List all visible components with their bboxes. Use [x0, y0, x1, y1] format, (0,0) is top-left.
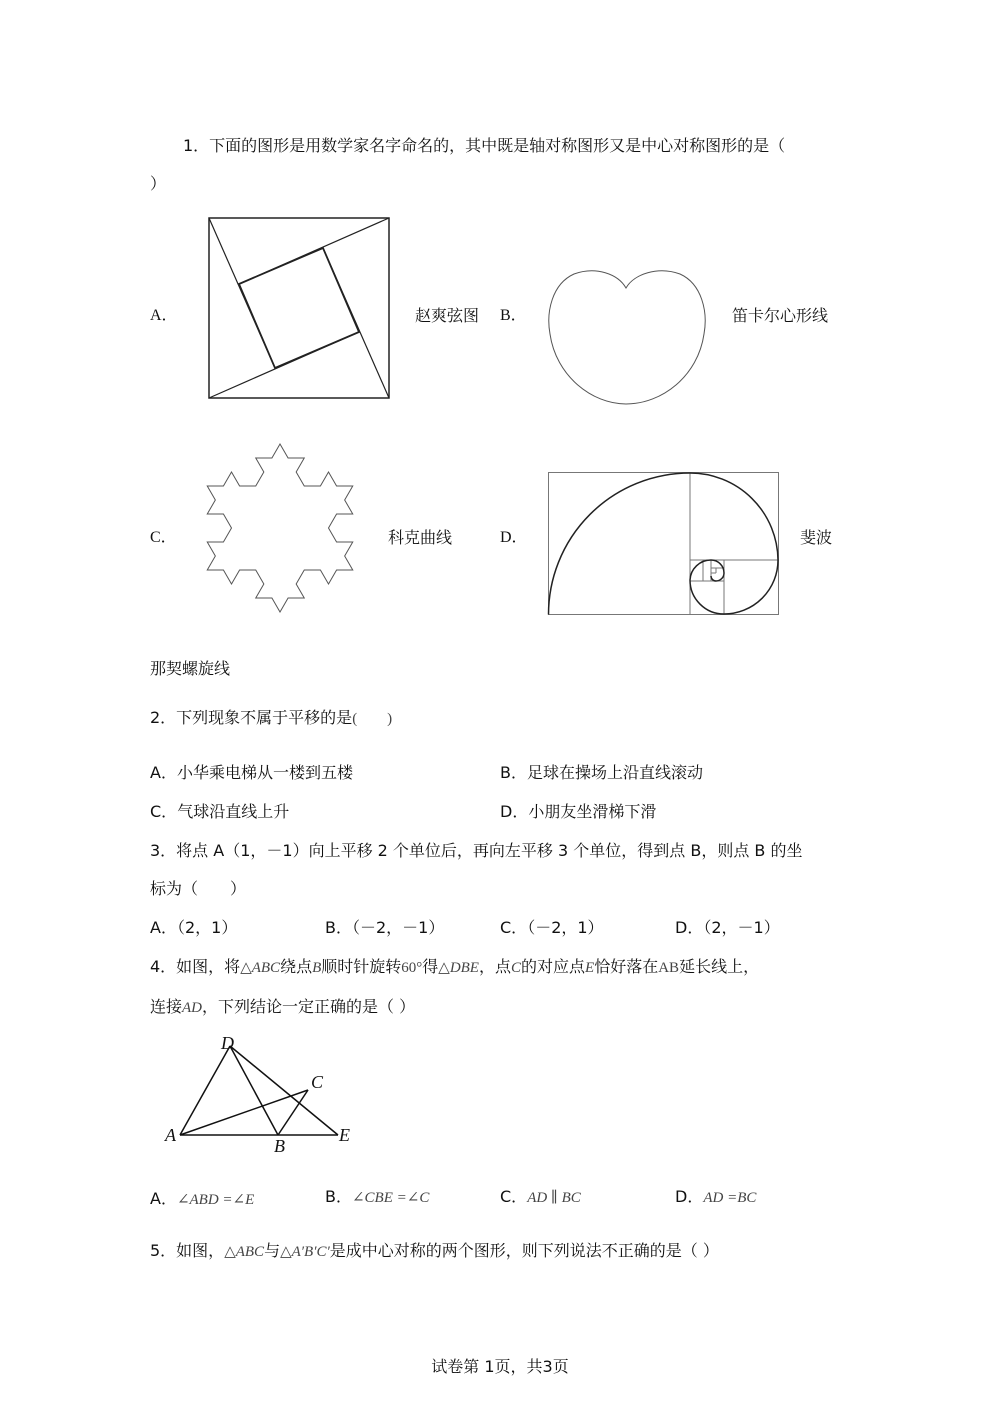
- q4-option-d-letter: D．: [675, 1187, 704, 1206]
- q4-text-6: 的对应点: [521, 957, 586, 976]
- q2-option-b: [500, 763, 703, 783]
- q4-angle: 60°: [401, 960, 423, 976]
- q4-segment-ab: AB: [658, 960, 680, 976]
- q4-stem-line2: [150, 997, 415, 1018]
- q3-option-d-letter: D．: [675, 918, 704, 937]
- zhao-shuang-diagram: [208, 217, 390, 399]
- q4-triangle-abc: △ABC: [240, 960, 281, 976]
- q5-text-3: 是成中心对称的两个图形，则下列说法不正确的是（ ）: [329, 1241, 719, 1260]
- q3-option-a-letter: A．: [150, 918, 177, 937]
- q1-stem-line2: ）: [150, 174, 167, 193]
- q2-option-c-text: 气球沿直线上升: [177, 802, 290, 821]
- cardioid: [548, 268, 708, 408]
- q5-stem: [150, 1241, 719, 1262]
- q4-text-3: 顺时针旋转: [321, 957, 402, 976]
- q2-option-d: [500, 802, 656, 822]
- q1-option-b-letter: B．: [500, 307, 527, 324]
- q4-text-4: 得: [422, 957, 439, 976]
- q3-option-b-text: （－2，－1）: [351, 918, 445, 937]
- q4-point-b: B: [312, 960, 322, 976]
- q1-option-d-name: 斐波: [800, 528, 833, 547]
- q4-option-d: [675, 1187, 756, 1208]
- q4-text-1: 4．如图，将: [150, 957, 241, 976]
- figure-label-d: D: [221, 1033, 234, 1053]
- q2-option-c-letter: C．: [150, 802, 178, 821]
- q5-triangle-abc: △ABC: [224, 1244, 265, 1260]
- koch-snowflake: [190, 428, 370, 618]
- q4-text-8: 延长线上，: [679, 957, 760, 976]
- figure-label-a: A: [165, 1125, 176, 1145]
- q4-text-2: 绕点: [280, 957, 313, 976]
- q5-text-1: 5．如图，: [150, 1241, 225, 1260]
- q4-option-a: [150, 1189, 254, 1210]
- q4-point-e: E: [585, 960, 595, 976]
- q1-option-a-name: 赵爽弦图: [415, 306, 480, 325]
- q2-stem: [150, 708, 392, 729]
- q1-stem-line1: 1．下面的图形是用数学家名字命名的，其中既是轴对称图形又是中心对称图形的是（: [183, 136, 786, 155]
- q2-stem-text: 2．下列现象不属于平移的是: [150, 708, 353, 727]
- q4-option-b-letter: B．: [325, 1187, 352, 1206]
- q3-option-c: [500, 918, 604, 938]
- q3-option-c-text: （－2，1）: [527, 918, 604, 937]
- q2-option-b-letter: B．: [500, 763, 527, 782]
- q5-text-2: 与: [264, 1241, 281, 1260]
- q1-option-d-letter: D．: [500, 529, 528, 546]
- figure-label-b: B: [274, 1136, 285, 1156]
- q5-triangle-abc-prime: △A′B′C′: [280, 1244, 330, 1260]
- q4-segment-ad: AD: [182, 1000, 203, 1016]
- page-footer: 试卷第 1页，共3页: [431, 1357, 569, 1376]
- q2-option-c: [150, 802, 289, 822]
- q1-option-c-letter: C．: [150, 529, 177, 546]
- q2-option-b-text: 足球在操场上沿直线滚动: [526, 763, 703, 782]
- q4-option-c: [500, 1187, 581, 1208]
- q4-triangle-dbe: △DBE: [438, 960, 479, 976]
- q4-option-d-text: AD =BC: [703, 1190, 757, 1206]
- q2-paren: ( ): [352, 711, 393, 727]
- q4-option-a-letter: A．: [150, 1189, 177, 1208]
- q2-option-a: [150, 763, 353, 783]
- q3-option-a: [150, 918, 237, 938]
- q2-option-a-text: 小华乘电梯从一楼到五楼: [176, 763, 353, 782]
- q4-text-9: 连接: [150, 997, 183, 1016]
- q3-option-d-text: （2，－1）: [703, 918, 780, 937]
- q2-option-d-letter: D．: [500, 802, 529, 821]
- q4-option-c-letter: C．: [500, 1187, 528, 1206]
- q4-option-a-text: ∠ABD =∠E: [176, 1192, 255, 1208]
- q3-stem-line2: 标为（ ）: [150, 879, 247, 898]
- fibonacci-spiral: [548, 472, 780, 616]
- q1-option-d-name-cont: 那契螺旋线: [150, 659, 231, 678]
- q3-option-c-letter: C．: [500, 918, 528, 937]
- q4-text-10: ，下列结论一定正确的是（ ）: [202, 997, 416, 1016]
- q4-option-b-text: ∠CBE =∠C: [351, 1190, 430, 1206]
- q1-option-a-letter: A．: [150, 307, 178, 324]
- q2-option-d-text: 小朋友坐滑梯下滑: [528, 802, 657, 821]
- figure-label-e: E: [339, 1125, 350, 1145]
- q2-option-a-letter: A．: [150, 763, 177, 782]
- figure-label-c: C: [311, 1072, 324, 1092]
- q1-option-b-name: 笛卡尔心形线: [732, 306, 829, 325]
- q4-option-c-text: AD ∥ BC: [527, 1190, 581, 1206]
- q3-option-b: [325, 918, 444, 938]
- rotation-triangle-figure: [160, 1030, 360, 1160]
- q4-stem-line1: [150, 957, 759, 978]
- q3-option-d: [675, 918, 780, 938]
- q4-point-c: C: [511, 960, 522, 976]
- q3-stem-line1: 3．将点 A（1，－1）向上平移 2 个单位后，再向左平移 3 个单位，得到点 B，则点 B 的坐: [150, 841, 803, 860]
- q3-option-a-text: （2，1）: [176, 918, 238, 937]
- q1-option-c-name: 科克曲线: [388, 528, 453, 547]
- q4-text-5: ，点: [478, 957, 511, 976]
- q3-option-b-letter: B．: [325, 918, 352, 937]
- q4-option-b: [325, 1187, 429, 1208]
- q4-text-7: 恰好落在: [594, 957, 659, 976]
